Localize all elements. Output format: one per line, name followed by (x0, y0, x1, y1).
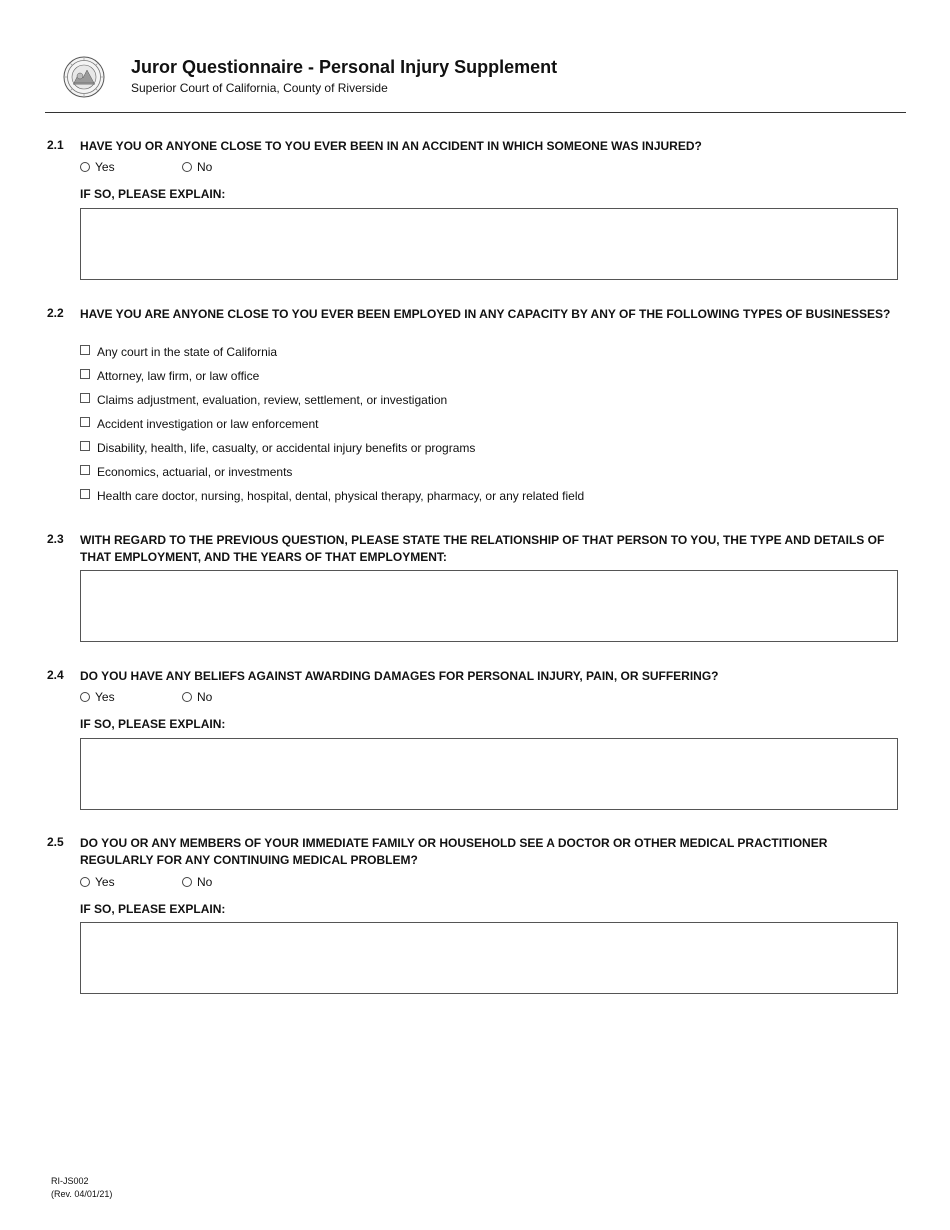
form-header (0, 0, 950, 114)
radio-no[interactable] (182, 160, 212, 174)
radio-yes[interactable] (80, 160, 115, 174)
checkbox-label: Claims adjustment, evaluation, review, settlement, or investigation (97, 393, 448, 407)
form-footer (51, 1175, 112, 1201)
form-id: RI-JS002 (51, 1176, 89, 1186)
radio-no-label: No (197, 160, 213, 174)
explain-label: IF SO, PLEASE EXPLAIN: (80, 902, 226, 916)
radio-circle-icon[interactable] (80, 162, 90, 172)
header-divider (45, 112, 906, 113)
checkbox-label: Attorney, law firm, or law office (97, 369, 260, 383)
checkbox-court[interactable] (80, 345, 277, 359)
checkbox-label: Accident investigation or law enforcement (97, 417, 319, 431)
checkbox-icon[interactable] (80, 465, 90, 475)
checkbox-label: Health care doctor, nursing, hospital, dental, physical therapy, pharmacy, or any related field (97, 489, 585, 503)
question-text: HAVE YOU OR ANYONE CLOSE TO YOU EVER BEEN IN AN ACCIDENT IN WHICH SOMEONE WAS INJURED? (80, 139, 702, 153)
checkbox-label: Economics, actuarial, or investments (97, 465, 293, 479)
checkbox-claims[interactable] (80, 393, 447, 407)
checkbox-attorney[interactable] (80, 369, 259, 383)
radio-no-label: No (197, 690, 213, 704)
question-number: 2.3 (47, 532, 64, 546)
explain-textarea[interactable] (80, 738, 898, 810)
employment-details-textarea[interactable] (80, 570, 898, 642)
checkbox-icon[interactable] (80, 345, 90, 355)
checkbox-economics[interactable] (80, 465, 292, 479)
question-text: DO YOU OR ANY MEMBERS OF YOUR IMMEDIATE FAMILY OR HOUSEHOLD SEE A DOCTOR OR OTHER MEDICAL PRACTITIONER REGULARLY FOR ANY CONTINUING MEDICAL PROBLEM? (80, 836, 828, 867)
radio-yes-label: Yes (95, 160, 115, 174)
checkbox-icon[interactable] (80, 393, 90, 403)
radio-yes-label: Yes (95, 690, 115, 704)
explain-label: IF SO, PLEASE EXPLAIN: (80, 187, 226, 201)
explain-textarea[interactable] (80, 922, 898, 994)
question-number: 2.4 (47, 668, 64, 682)
radio-circle-icon[interactable] (182, 877, 192, 887)
checkbox-icon[interactable] (80, 369, 90, 379)
page-title: Juror Questionnaire - Personal Injury Supplement (131, 57, 558, 77)
radio-no[interactable] (182, 690, 212, 704)
checkbox-label: Any court in the state of California (97, 345, 278, 359)
page-subtitle: Superior Court of California, County of Riverside (131, 81, 388, 95)
radio-yes-label: Yes (95, 875, 115, 889)
question-text: WITH REGARD TO THE PREVIOUS QUESTION, PLEASE STATE THE RELATIONSHIP OF THAT PERSON TO YOU, THE TYPE AND DETAILS OF THAT EMPLOYMENT, AND THE YEARS OF THAT EMPLOYMENT: (80, 533, 885, 564)
checkbox-icon[interactable] (80, 417, 90, 427)
radio-circle-icon[interactable] (182, 692, 192, 702)
checkbox-label: Disability, health, life, casualty, or accidental injury benefits or programs (97, 441, 476, 455)
question-number: 2.2 (47, 306, 64, 320)
question-text: HAVE YOU ARE ANYONE CLOSE TO YOU EVER BEEN EMPLOYED IN ANY CAPACITY BY ANY OF THE FOLLOWING TYPES OF BUSINESSES? (80, 307, 891, 321)
checkbox-icon[interactable] (80, 489, 90, 499)
form-revision: (Rev. 04/01/21) (51, 1189, 113, 1199)
radio-no[interactable] (182, 875, 212, 889)
radio-yes[interactable] (80, 690, 115, 704)
radio-circle-icon[interactable] (80, 692, 90, 702)
question-text: DO YOU HAVE ANY BELIEFS AGAINST AWARDING DAMAGES FOR PERSONAL INJURY, PAIN, OR SUFFERING? (80, 669, 719, 683)
checkbox-disability-benefits[interactable] (80, 441, 475, 455)
question-number: 2.1 (47, 138, 64, 152)
explain-label: IF SO, PLEASE EXPLAIN: (80, 717, 226, 731)
radio-yes[interactable] (80, 875, 115, 889)
radio-circle-icon[interactable] (182, 162, 192, 172)
radio-no-label: No (197, 875, 213, 889)
question-number: 2.5 (47, 835, 64, 849)
court-seal-icon (63, 56, 105, 98)
checkbox-health-care[interactable] (80, 489, 584, 503)
radio-circle-icon[interactable] (80, 877, 90, 887)
checkbox-icon[interactable] (80, 441, 90, 451)
checkbox-accident-investigation[interactable] (80, 417, 318, 431)
explain-textarea[interactable] (80, 208, 898, 280)
